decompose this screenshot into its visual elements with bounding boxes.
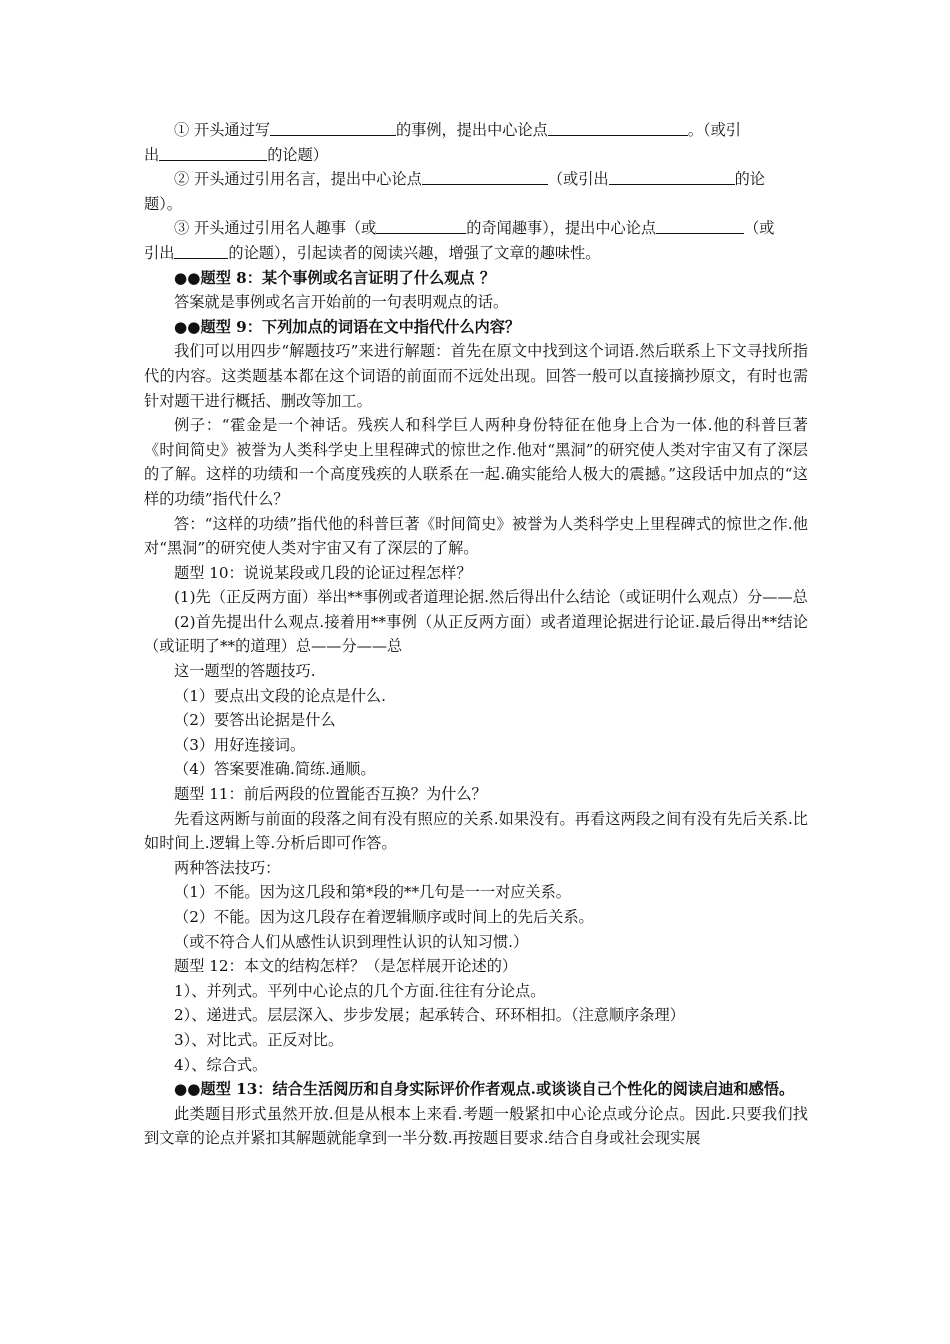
text-segment: （或引出 xyxy=(547,170,609,189)
paragraph: 这一题型的答题技巧. xyxy=(174,662,316,681)
text-segment: 出 xyxy=(144,145,160,164)
fill-blank-line-3 xyxy=(144,167,808,192)
paragraph: (2)首先提出什么观点.接着用**事例（从正反两方面）或者道理论据进行论证.最后得出**结论（或证明了**的道理）总——分——总 xyxy=(144,612,808,656)
answer-blank[interactable] xyxy=(548,119,688,136)
answer-blank[interactable] xyxy=(609,168,735,185)
paragraph: 此类题目形式虽然开放.但是从根本上来看.考题一般紧扣中心论点或分论点。因此.只要我们找到文章的论点并紧扣其解题就能拿到一半分数.再按题目要求.结合自身或社会现实展 xyxy=(144,1104,808,1148)
fill-blank-line-6 xyxy=(144,241,808,266)
fill-blank-line-5 xyxy=(144,216,808,241)
text-segment: 的事例，提出中心论点 xyxy=(395,121,548,139)
list-item: 2）、递进式。层层深入、步步发展；起承转合、环环相扣。（注意顺序条理） xyxy=(174,1006,685,1025)
list-item: 3）、对比式。正反对比。 xyxy=(174,1030,344,1049)
example-paragraph: 例子：“霍金是一个神话。残疾人和科学巨人两种身份特征在他身上合为一体.他的科普巨著《时间简史》被誉为人类科学史上里程碑式的惊世之作.他对“黑洞”的研究使人类对宇宙又有了深层的了解。这样的功绩和一个高度残疾的人联系在一起.确实能给人极大的震撼。”这段话中加点的“这样的功绩”指代什么？ xyxy=(144,416,808,508)
heading-type-11: 题型 11：前后两段的位置能否互换？为什么？ xyxy=(174,785,487,804)
text-segment: 的论题） xyxy=(267,145,328,164)
text-segment: 引出 xyxy=(144,243,175,262)
list-item: （1）要点出文段的论点是什么. xyxy=(174,686,386,705)
text-segment: ③ 开头通过引用名人趣事（或 xyxy=(174,219,377,238)
answer-paragraph: 答：“这样的功绩”指代他的科普巨著《时间简史》被誉为人类科学史上里程碑式的惊世之作.他对“黑洞”的研究使人类对宇宙又有了深层的了解。 xyxy=(144,514,808,558)
answer-blank[interactable] xyxy=(376,217,466,234)
paragraph: 先看这两断与前面的段落之间有没有照应的关系.如果没有。再看这两段之间有没有先后关系.比如时间上.逻辑上等.分析后即可作答。 xyxy=(144,809,808,853)
fill-blank-line-4: 题）。 xyxy=(144,194,182,213)
fill-blank-line-1 xyxy=(144,118,808,143)
list-item: （2）不能。因为这几段存在着逻辑顺序或时间上的先后关系。 xyxy=(174,908,594,926)
text-segment: ② 开头通过引用名言，提出中心论点 xyxy=(174,170,422,189)
list-item: （3）用好连接词。 xyxy=(174,735,306,754)
list-item: （2）要答出论据是什么 xyxy=(174,711,336,730)
paragraph: (1)先（正反两方面）举出**事例或者道理论据.然后得出什么结论（或证明什么观点）分——总 xyxy=(174,588,808,607)
answer-blank[interactable] xyxy=(270,119,396,136)
paragraph: 答案就是事例或名言开始前的一句表明观点的话。 xyxy=(174,293,509,312)
text-segment: （或 xyxy=(744,219,775,238)
heading-type-12: 题型 12：本文的结构怎样？（是怎样展开论述的） xyxy=(174,957,518,976)
heading-type-10: 题型 10：说说某段或几段的论证过程怎样？ xyxy=(174,563,472,582)
answer-blank[interactable] xyxy=(656,217,744,234)
heading-type-8: ●●题型 8：某个事例或名言证明了什么观点 ？ xyxy=(174,268,496,287)
paragraph: 我们可以用四步“解题技巧”来进行解题：首先在原文中找到这个词语.然后联系上下文寻找所指代的内容。这类题基本都在这个词语的前面而不远处出现。回答一般可以直接摘抄原文，有时也需针对题干进行概括、删改等加工。 xyxy=(144,342,808,410)
text-segment: 的论题），引起读者的阅读兴趣，增强了文章的趣味性。 xyxy=(228,243,601,262)
heading-type-13: ●●题型 13：结合生活阅历和自身实际评价作者观点.或谈谈自己个性化的阅读启迪和感悟。 xyxy=(174,1080,795,1099)
text-segment: 。（或引 xyxy=(687,121,741,139)
text-segment: 的奇闻趣事），提出中心论点 xyxy=(466,219,657,238)
text-segment: 的论 xyxy=(734,170,765,189)
list-item: 1）、并列式。平列中心论点的几个方面.往往有分论点。 xyxy=(174,981,546,1000)
answer-blank[interactable] xyxy=(422,168,548,185)
paragraph: 两种答法技巧： xyxy=(174,858,281,877)
answer-blank[interactable] xyxy=(174,242,228,259)
document-page xyxy=(144,118,808,1151)
fill-blank-line-2 xyxy=(144,143,808,168)
heading-type-9: ●●题型 9：下列加点的词语在文中指代什么内容？ xyxy=(174,317,521,336)
answer-blank[interactable] xyxy=(159,144,267,161)
list-item: （1）不能。因为这几段和第*段的**几句是一一对应关系。 xyxy=(174,883,571,902)
list-item: （或不符合人们从感性认识到理性认识的认知习惯.） xyxy=(174,932,529,951)
list-item: （4）答案要准确.简练.通顺。 xyxy=(174,760,376,779)
list-item: 4）、综合式。 xyxy=(174,1055,268,1074)
text-segment: ① 开头通过写 xyxy=(174,121,270,139)
